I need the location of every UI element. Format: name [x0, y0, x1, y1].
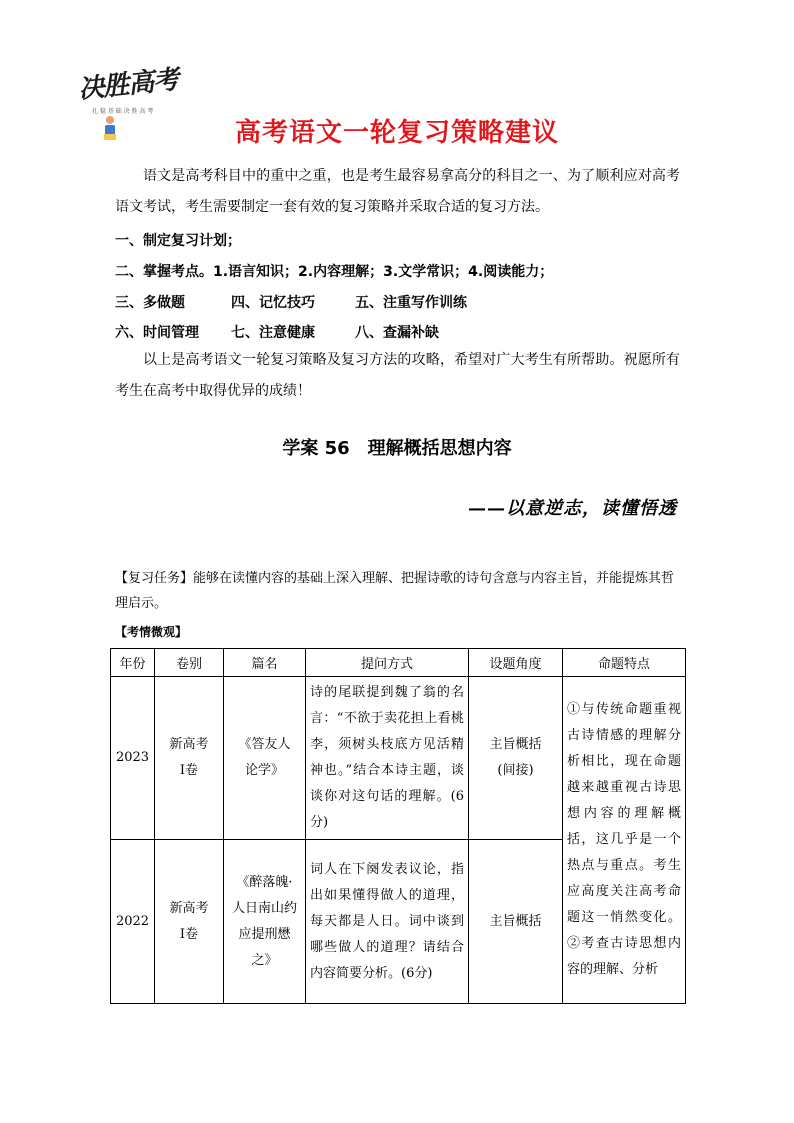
- section-label: 【考情微观】: [115, 625, 188, 639]
- review-task: [115, 566, 680, 616]
- title-cell: 《答友人论学》: [224, 677, 306, 840]
- table-header-row: [111, 649, 686, 677]
- column-header: 命题特点: [563, 649, 686, 677]
- paper-cell: 新高考Ⅰ卷: [155, 677, 224, 840]
- strategy-line-1: 一、制定复习计划；: [115, 233, 241, 249]
- strategy-line-4: [115, 322, 675, 342]
- exam-info-table: [110, 648, 686, 1004]
- strategy-item: 五、注重写作训练: [355, 295, 467, 311]
- column-header: 年份: [111, 649, 155, 677]
- lesson-title: 学案 56 理解概括思想内容: [282, 438, 512, 459]
- review-task-label: 【复习任务】: [115, 571, 194, 586]
- intro-paragraph: 语文是高考科目中的重中之重，也是考生最容易拿高分的科目之一、为了顺利应对高考语文考试，考生需要制定一套有效的复习策略并采取合适的复习方法。: [115, 168, 680, 215]
- table-row: [111, 677, 686, 840]
- question-cell: 诗的尾联提到魏了翁的名言：“不欲于卖花担上看桃李，须树头枝底方见活精神也。”结合本诗主题，谈谈你对这句话的理解。(6分): [306, 677, 469, 840]
- paper-cell: 新高考Ⅰ卷: [155, 840, 224, 1004]
- angle-cell: 主旨概括(间接): [469, 677, 563, 840]
- logo-subtext: 扎 稳 基 础 决 胜 高 考: [92, 108, 154, 115]
- question-cell: 词人在下阕发表议论，指出如果懂得做人的道理，每天都是人日。词中谈到哪些做人的道理？请结合内容简要分析。(6分): [306, 840, 469, 1004]
- column-header: 篇名: [224, 649, 306, 677]
- lesson-subtitle: ——以意逆志，读懂悟透: [468, 498, 677, 519]
- angle-cell: 主旨概括: [469, 840, 563, 1004]
- strategy-item: 七、注意健康: [231, 325, 315, 341]
- column-header: 设题角度: [469, 649, 563, 677]
- features-cell: ①与传统命题重视古诗情感的理解分析相比，现在命题越来越重视古诗思想内容的理解概括，这几乎是一个热点与重点。考生应高度关注高考命题这一悄然变化。②考查古诗思想内容的理解、分析: [563, 677, 686, 1004]
- main-title: 高考语文一轮复习策略建议: [234, 118, 559, 148]
- year-cell: 2023: [111, 677, 155, 840]
- outro-paragraph: 以上是高考语文一轮复习策略及复习方法的攻略，希望对广大考生有所帮助。祝愿所有考生在高考中取得优异的成绩！: [115, 352, 680, 399]
- column-header: 卷别: [155, 649, 224, 677]
- strategy-item: 六、时间管理: [115, 325, 199, 341]
- strategy-item: 八、查漏补缺: [355, 325, 439, 341]
- review-task-text: 能够在读懂内容的基础上深入理解、把握诗歌的诗句含意与内容主旨，并能提炼其哲理启示。: [115, 571, 675, 611]
- title-cell: 《醉落魄·人日南山约应提刑懋之》: [224, 840, 306, 1004]
- column-header: 提问方式: [306, 649, 469, 677]
- strategy-line-3: [115, 292, 675, 312]
- year-cell: 2022: [111, 840, 155, 1004]
- strategy-line-2: 二、掌握考点。1.语言知识；2.内容理解；3.文学常识；4.阅读能力；: [115, 264, 554, 280]
- strategy-item: 三、多做题: [115, 295, 185, 311]
- logo-text: 决胜高考: [76, 64, 180, 106]
- strategy-item: 四、记忆技巧: [231, 295, 315, 311]
